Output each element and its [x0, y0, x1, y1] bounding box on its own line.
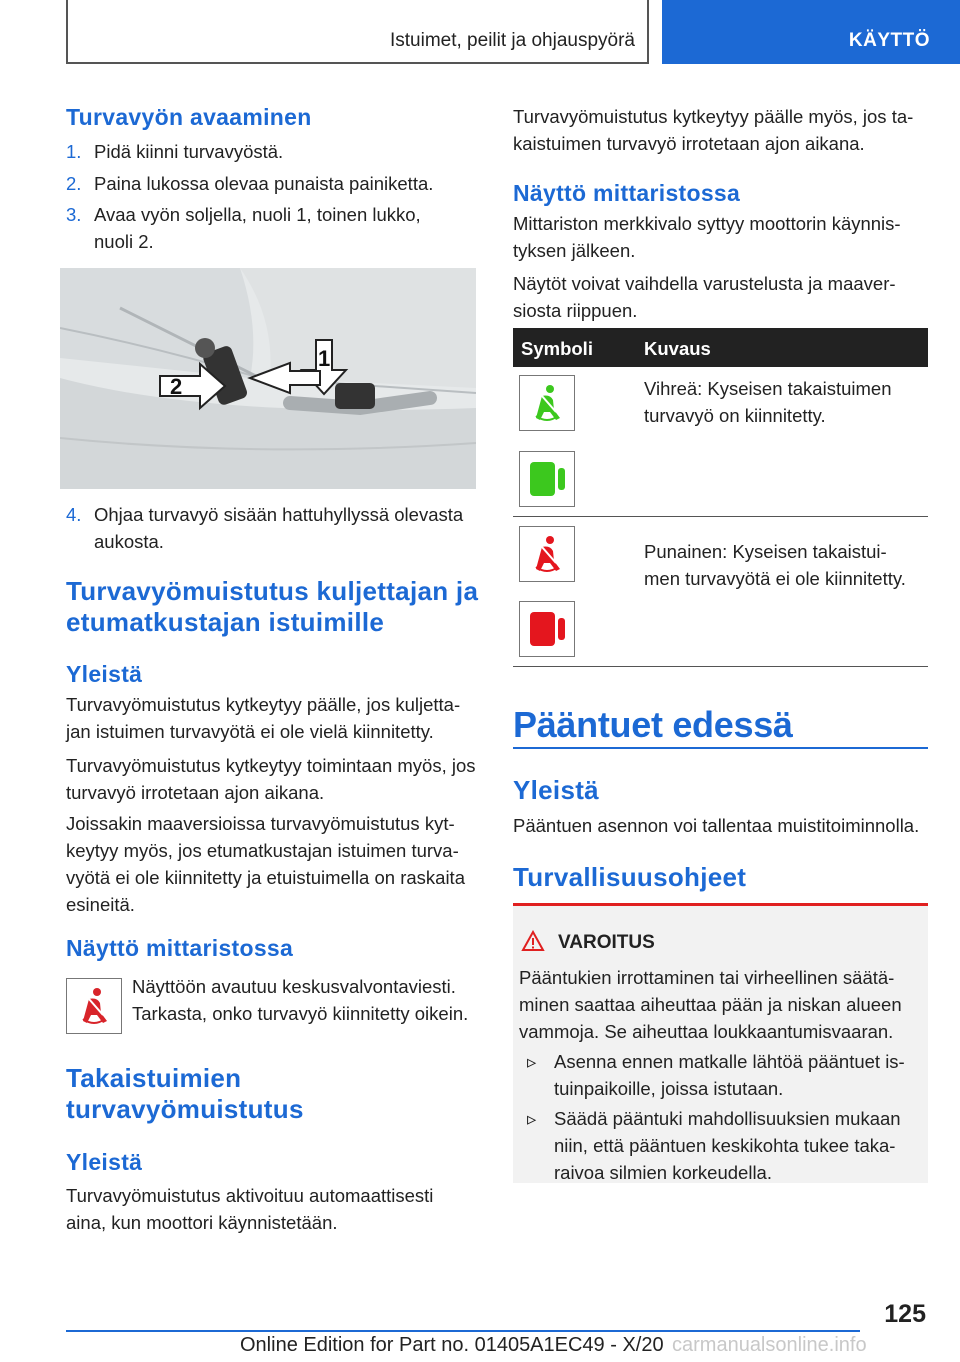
heading-general: Yleistä — [66, 661, 143, 687]
table-row-divider — [513, 516, 928, 517]
heading-general: Yleistä — [66, 1149, 143, 1175]
heading-underline — [513, 747, 928, 749]
paragraph: Pääntuen asennon voi tallentaa muistitoiminnolla. — [513, 815, 920, 836]
heading-cluster-display: Näyttö mittaristossa — [513, 180, 741, 206]
seatbelt-buckle-illustration — [60, 268, 476, 489]
paragraph: Turvavyömuistutus kytkeytyy toimintaan myös, jos turvavyö irrotetaan ajon aikana. — [66, 755, 476, 803]
paragraph: Turvavyömuistutus kytkeytyy päälle myös, jos ta‐ kaistuimen turvavyö irrotetaan ajon aikana. — [513, 106, 914, 154]
warning-bullet: Asenna ennen matkalle lähtöä pääntuet is‐ tuinpaikoille, joissa istutaan. — [554, 1051, 905, 1099]
rear-seat-red-indicator-icon — [519, 601, 575, 657]
page-number: 125 — [884, 1300, 926, 1328]
paragraph: Mittariston merkkivalo syttyy moottorin käynnis‐ tyksen jälkeen. — [513, 213, 901, 261]
bullet-triangle-icon: ▹ — [527, 1108, 537, 1129]
heading-safety: Turvallisuusohjeet — [513, 862, 747, 892]
warning-title: VAROITUS — [558, 932, 655, 953]
rear-seat-green-indicator-icon — [519, 451, 575, 507]
header-chapter-tab — [662, 0, 960, 64]
paragraph: Turvavyömuistutus aktivoituu automaattisesti aina, kun moottori käynnistetään. — [66, 1185, 434, 1233]
display-description: Näyttöön avautuu keskusvalvontaviesti. Tarkasta, onko turvavyö kiinnitetty oikein. — [132, 976, 469, 1024]
figure-label-1: 1 — [318, 346, 331, 371]
heading-front-headrests: Pääntuet edessä — [513, 704, 793, 745]
warning-text: Pääntukien irrottaminen tai virheellinen säätä‐ minen saattaa aiheuttaa pään ja niskan alueen vammoja. Se aiheuttaa loukkaantumisvaaran. — [519, 967, 902, 1042]
figure-label-2: 2 — [170, 374, 183, 399]
heading-reminder-front: Turvavyömuistutus kuljettajan ja etumatkustajan istuimille — [66, 576, 479, 637]
seatbelt-buckle-figure — [60, 268, 476, 489]
paragraph: Näytöt voivat vaihdella varustelusta ja maaver‐ siosta riippuen. — [513, 273, 896, 321]
rear-belt-unfastened-icon — [519, 526, 575, 582]
watermark-text: carmanualsonline.info — [672, 1334, 867, 1356]
footer-edition: Online Edition for Part no. 01405A1EC49 - X/20 — [240, 1334, 664, 1356]
seatbelt-warning-icon — [66, 978, 122, 1034]
warning-bullet: Säädä pääntuki mahdollisuuksien mukaan niin, että pääntuen keskikohta tukee taka‐ raivoa silmien korkeudella. — [554, 1108, 901, 1183]
footer-rule — [66, 1330, 860, 1332]
header-chapter-title: KÄYTTÖ — [848, 30, 930, 51]
heading-unfasten-belt: Turvavyön avaaminen — [66, 104, 312, 130]
header-section-title: Istuimet, peilit ja ohjauspyörä — [389, 30, 635, 51]
paragraph: Turvavyömuistutus kytkeytyy päälle, jos kuljetta‐ jan istuimen turvavyötä ei ole vielä kiinnitetty. — [66, 694, 461, 742]
table-row-divider — [513, 666, 928, 667]
column-header-description: Kuvaus — [644, 338, 711, 359]
warning-triangle-icon — [521, 930, 545, 952]
header-section-box — [66, 0, 649, 64]
heading-cluster-display: Näyttö mittaristossa — [66, 935, 294, 961]
bullet-triangle-icon: ▹ — [527, 1051, 537, 1072]
paragraph: Joissakin maaversioissa turvavyömuistutus kyt‐ keytyy myös, jos etumatkustajan istuimen turva‐ vyötä ei ole kiinnitetty ja etuistuimella on raskaita esineitä. — [66, 813, 465, 915]
heading-rear-reminder: Takaistuimien turvavyömuistutus — [66, 1063, 304, 1124]
table-header — [513, 328, 928, 367]
rear-belt-fastened-icon — [519, 375, 575, 431]
table-cell-description: Punainen: Kyseisen takaistui‐ men turvavyötä ei ole kiinnitetty. — [644, 541, 906, 589]
table-cell-description: Vihreä: Kyseisen takaistuimen turvavyö on kiinnitetty. — [644, 378, 892, 426]
heading-general: Yleistä — [513, 775, 599, 805]
column-header-symbol: Symboli — [521, 338, 593, 359]
warning-box — [513, 903, 928, 1183]
